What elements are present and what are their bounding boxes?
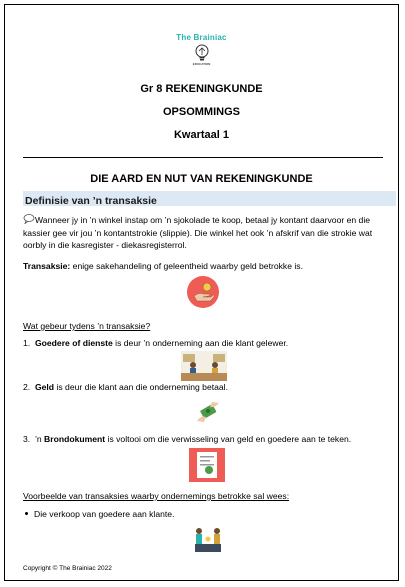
- item-term: Geld: [34, 382, 55, 392]
- divider: [23, 157, 383, 158]
- examples-heading: Voorbeelde van transaksies waarby ondernemings betrokke sal wees:: [23, 491, 290, 501]
- item-2: [23, 381, 395, 394]
- subheading: Definisie van ’n transaksie: [25, 195, 157, 207]
- doc-title: Gr 8 REKENINGKUNDE: [140, 83, 263, 95]
- lightbulb-logo-icon: [194, 44, 210, 62]
- section-title: DIE AARD EN NUT VAN REKENINGKUNDE: [90, 173, 313, 185]
- intro-text: Wanneer jy in ’n winkel instap om ’n sjokolade te koop, betaal jy kontant daarvoor en die kassier gee vir jou ’n kontantstrokie (slippie). Die winkel het ook ’n afskrif van die strokie wat oorbly in die kasregister - diekasregisterrol.: [23, 215, 373, 250]
- item-text: is deur ’n onderneming aan die klant gelewer.: [112, 338, 289, 348]
- item-term: Brondokument: [44, 434, 106, 444]
- item-pre: ’n: [34, 434, 45, 444]
- doc-term: Kwartaal 1: [173, 129, 230, 141]
- shop-counter-image: [181, 351, 227, 381]
- doc-subtitle: OPSOMMINGS: [162, 106, 240, 118]
- bullet-text: Die verkoop van goedere aan klante.: [34, 509, 175, 519]
- item-num: 1.: [23, 338, 31, 348]
- definition: [23, 260, 395, 273]
- receipt-icon: [189, 448, 225, 482]
- subheading-band: [23, 191, 396, 206]
- item-term: Goedere of dienste: [34, 338, 113, 348]
- document-page: [4, 4, 399, 581]
- question: Wat gebeur tydens ’n transaksie?: [23, 321, 151, 331]
- copyright: Copyright © The Brainiac 2022: [23, 565, 112, 572]
- hand-coin-icon: [187, 276, 219, 308]
- definition-text: enige sakehandeling of geleentheid waarby geld betrokke is.: [70, 261, 303, 271]
- brand-logo: [5, 33, 398, 66]
- item-3: [23, 433, 395, 446]
- item-text: is deur die klant aan die onderneming betaal.: [54, 382, 228, 392]
- item-num: 2.: [23, 382, 31, 392]
- example-bullet: [23, 508, 395, 521]
- intro-paragraph: [23, 214, 395, 252]
- brand-name: The Brainiac: [176, 33, 227, 42]
- speech-bubble-icon: [23, 214, 35, 224]
- sale-transaction-image: [191, 525, 225, 555]
- item-1: [23, 337, 395, 350]
- logo-subtext: EDUCATION: [192, 62, 211, 66]
- definition-term: Transaksie:: [23, 261, 71, 271]
- bullet-icon: [25, 512, 28, 515]
- money-handover-icon: [195, 399, 221, 425]
- item-num: 3.: [23, 434, 31, 444]
- item-text: is voltooi om die verwisseling van geld en goedere aan te teken.: [105, 434, 352, 444]
